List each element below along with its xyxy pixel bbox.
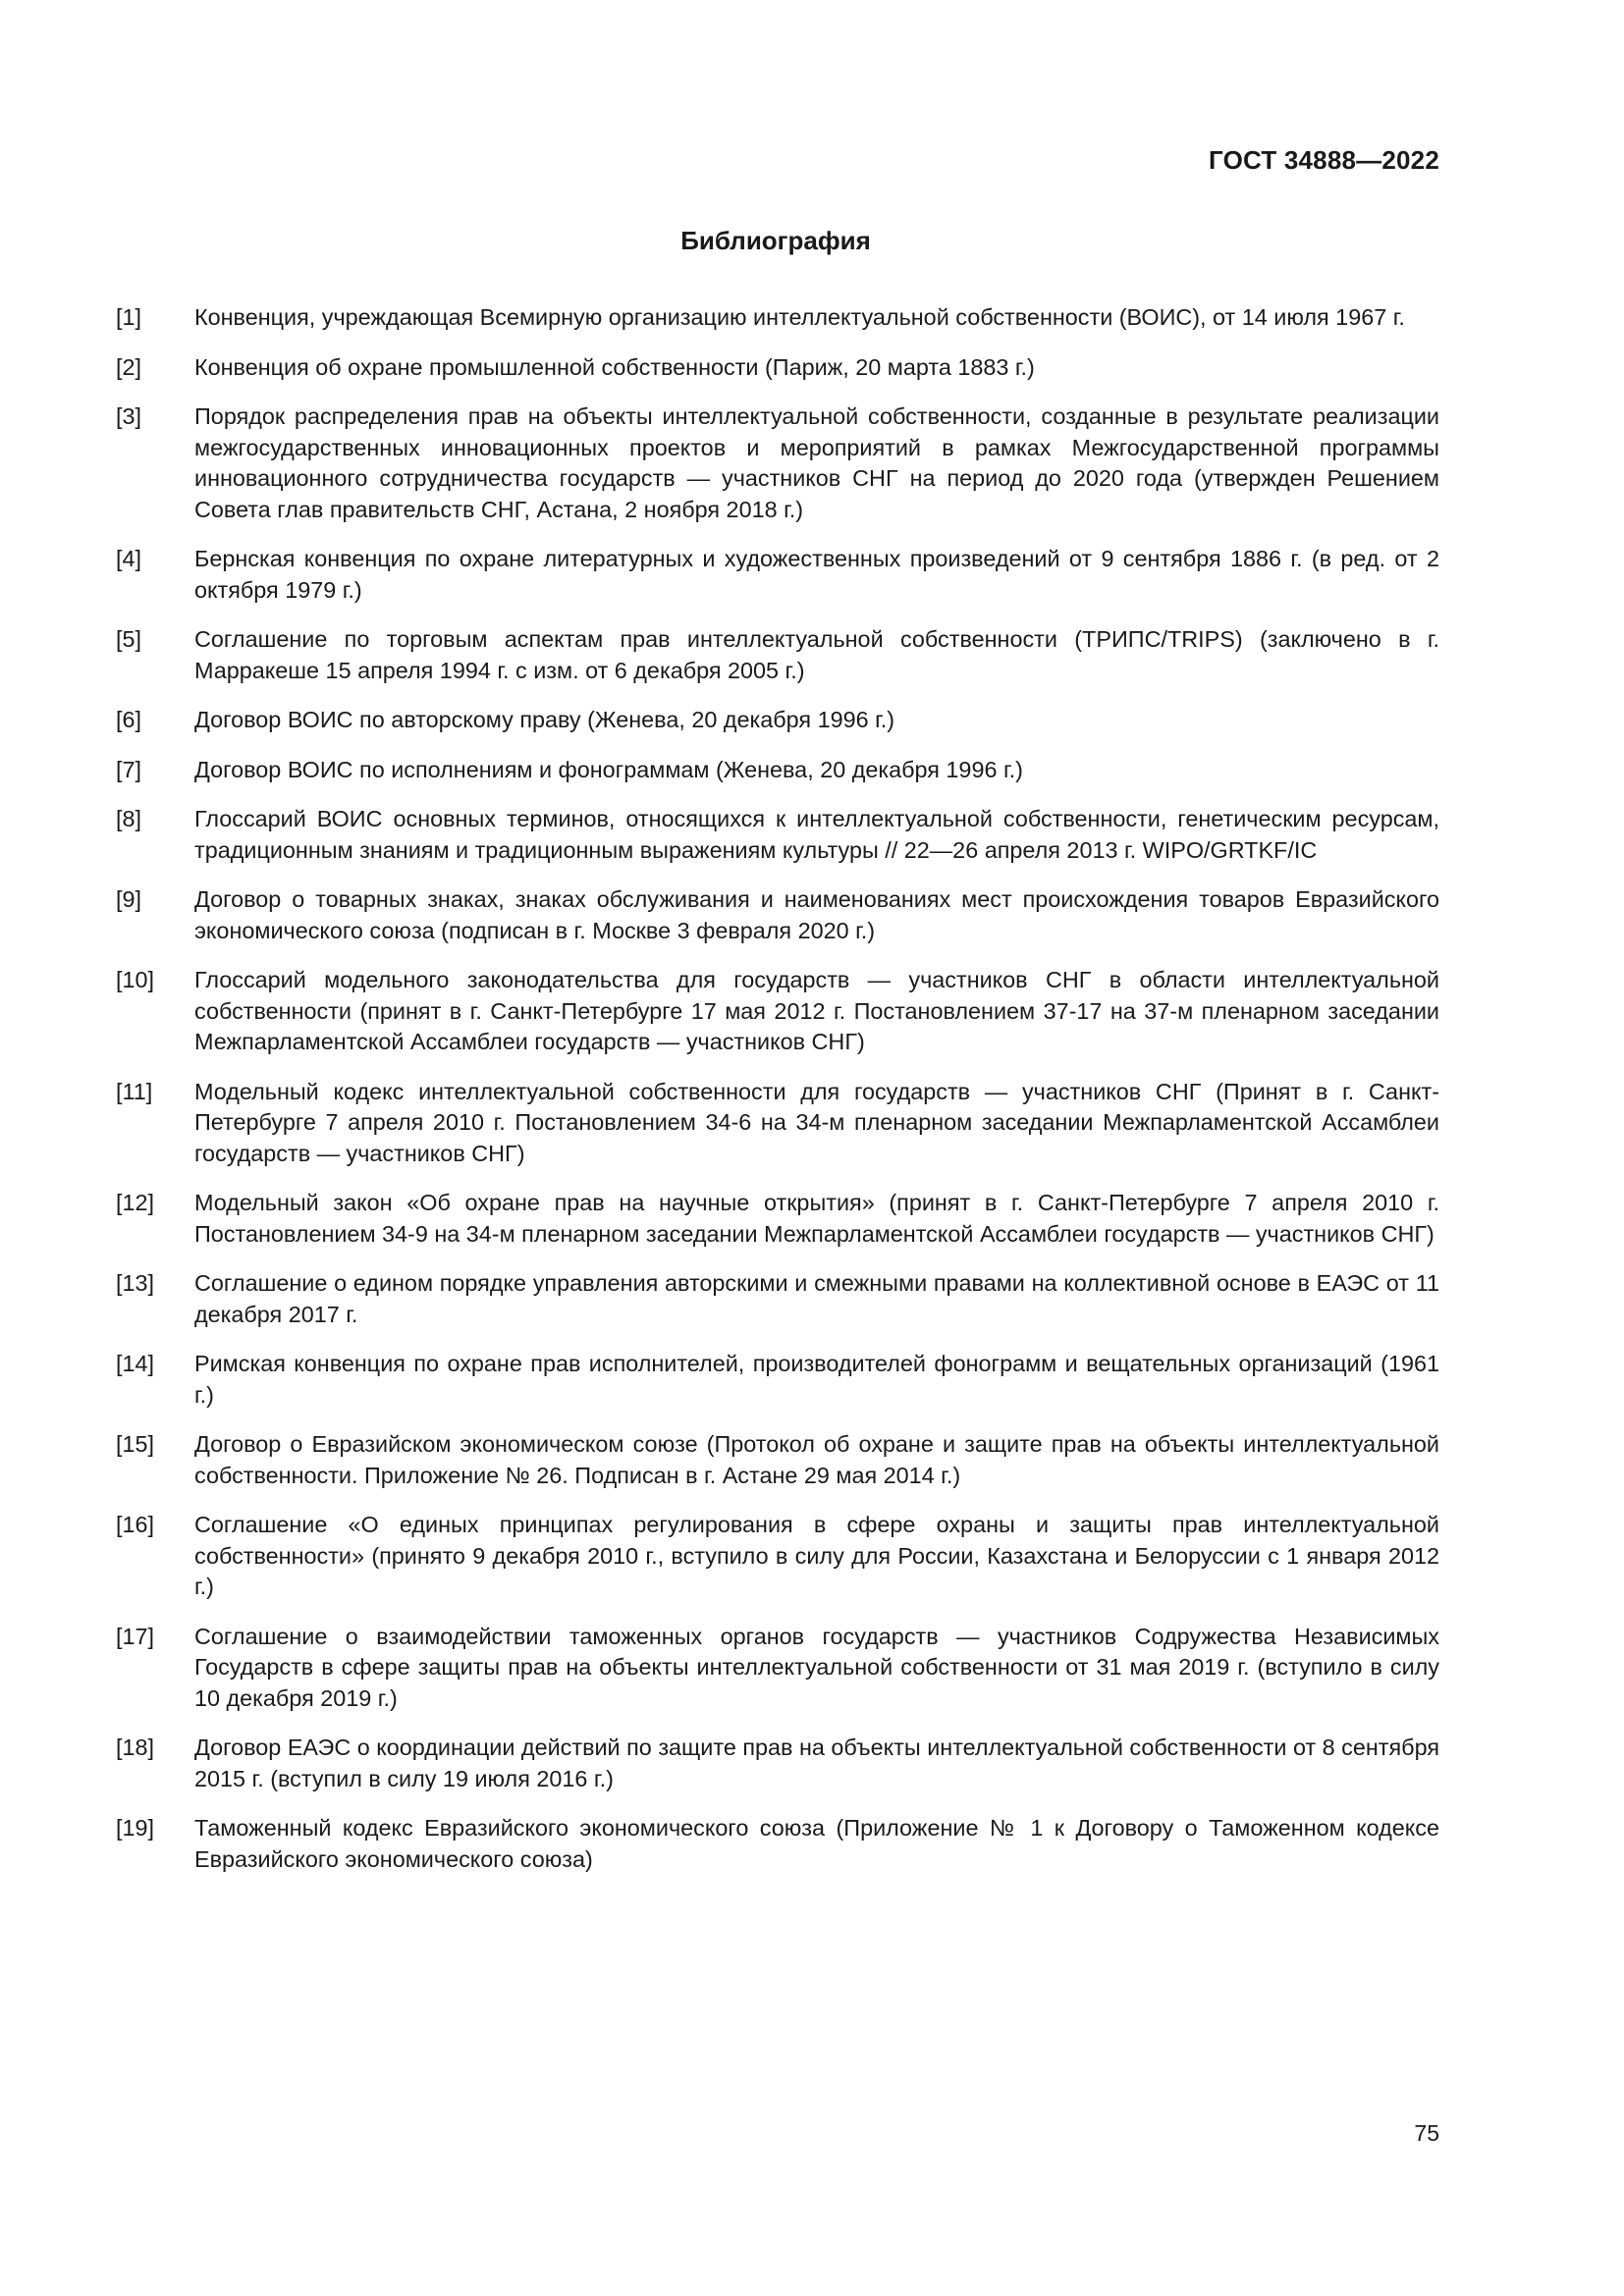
entry-text: Конвенция об охране промышленной собственности (Париж, 20 марта 1883 г.) [194,353,1035,380]
bibliography-entry [116,1349,1439,1411]
entry-number: [11] [116,1078,153,1104]
bibliography-entry [116,755,1439,786]
entry-text: Соглашение о взаимодействии таможенных органов государств — участников Содружества Независимых Государств в сфере защиты прав на объекты интеллектуальной собственности от 31 мая 2019 г. (вступило в силу 10 декабря 2019 г.) [194,1623,1439,1711]
entry-number: [5] [116,626,142,652]
page-number: 75 [1414,2120,1439,2146]
entry-text: Соглашение по торговым аспектам прав интеллектуальной собственности (ТРИПС/TRIPS) (заключено в г. Марракеше 15 апреля 1994 г. с изм. от 6 декабря 2005 г.) [194,626,1439,683]
entry-number: [8] [116,806,142,831]
bibliography-entry [116,1188,1439,1250]
bibliography-entry [116,352,1439,384]
entry-number: [7] [116,756,142,782]
bibliography-entry [116,1077,1439,1170]
entry-text: Модельный кодекс интеллектуальной собственности для государств — участников СНГ (Принят в г. Санкт-Петербурге 7 апреля 2010 г. Постановлением 34-6 на 34-м пленарном заседании Межпарламентской Ассамблеи государств — участников СНГ) [194,1078,1439,1166]
bibliography-entry [116,965,1439,1058]
bibliography-entry [116,302,1439,334]
entry-number: [16] [116,1512,155,1537]
entry-text: Договор ВОИС по исполнениям и фонограммам (Женева, 20 декабря 1996 г.) [194,756,1023,782]
bibliography-entry [116,705,1439,736]
bibliography-entry [116,401,1439,525]
entry-text: Договор ЕАЭС о координации действий по защите прав на объекты интеллектуальной собственности от 8 сентября 2015 г. (вступил в силу 19 июля 2016 г.) [194,1735,1439,1791]
entry-number: [17] [116,1623,155,1649]
entry-number: [3] [116,403,142,429]
bibliography-entry [116,804,1439,866]
bibliography-entry [116,884,1439,946]
entry-text: Договор о товарных знаках, знаках обслуживания и наименованиях мест происхождения товаров Евразийского экономического союза (подписан в г. Москве 3 февраля 2020 г.) [194,886,1439,943]
entry-number: [2] [116,353,142,380]
entry-text: Договор ВОИС по авторскому праву (Женева, 20 декабря 1996 г.) [194,707,895,732]
entry-text: Порядок распределения прав на объекты интеллектуальной собственности, созданные в результате реализации межгосударственных инновационных проектов и мероприятий в рамках Межгосударственной программы инновационного сотрудничества государств — участников СНГ на период до 2020 года (утвержден Решением Совета глав правительств СНГ, Астана, 2 ноября 2018 г.) [194,403,1439,522]
entry-number: [1] [116,304,142,330]
bibliography-entry [116,1510,1439,1603]
bibliography-entry [116,1813,1439,1875]
entry-number: [12] [116,1190,155,1215]
bibliography-entry [116,1622,1439,1715]
entry-text: Соглашение о едином порядке управления авторскими и смежными правами на коллективной основе в ЕАЭС от 11 декабря 2017 г. [194,1270,1439,1327]
entry-text: Модельный закон «Об охране прав на научные открытия» (принят в г. Санкт-Петербурге 7 апреля 2010 г. Постановлением 34-9 на 34-м пленарном заседании Межпарламентской Ассамблеи государств — участников СНГ) [194,1190,1439,1247]
entry-text: Таможенный кодекс Евразийского экономического союза (Приложение № 1 к Договору о Таможенном кодексе Евразийского экономического союза) [194,1815,1439,1872]
entry-number: [4] [116,546,142,571]
entry-text: Глоссарий ВОИС основных терминов, относящихся к интеллектуальной собственности, генетическим ресурсам, традиционным знаниям и традиционным выражениям культуры // 22—26 апреля 2013 г. WIPO/GRTKF/IC [194,806,1439,863]
bibliography-entry [116,1268,1439,1330]
entry-text: Договор о Евразийском экономическом союзе (Протокол об охране и защите прав на объекты интеллектуальной собственности. Приложение № 26. Подписан в г. Астане 29 мая 2014 г.) [194,1431,1439,1488]
entry-number: [9] [116,886,142,912]
entry-text: Глоссарий модельного законодательства для государств — участников СНГ в области интеллектуальной собственности (принят в г. Санкт-Петербурге 17 мая 2012 г. Постановлением 37-17 на 37-м пленарном заседании Межпарламентской Ассамблеи государств — участников СНГ) [194,967,1439,1054]
entry-text: Римская конвенция по охране прав исполнителей, производителей фонограмм и вещательных организаций (1961 г.) [194,1351,1439,1408]
entry-number: [13] [116,1270,155,1296]
bibliography-title: Библиография [680,226,871,255]
document-id: ГОСТ 34888—2022 [1209,145,1439,175]
entry-number: [18] [116,1735,155,1760]
entry-number: [14] [116,1351,155,1376]
entry-text: Конвенция, учреждающая Всемирную организацию интеллектуальной собственности (ВОИС), от 14 июля 1967 г. [194,304,1405,330]
bibliography-list [116,302,1439,1894]
bibliography-entry [116,1429,1439,1491]
entry-number: [19] [116,1815,155,1841]
entry-text: Соглашение «О единых принципах регулирования в сфере охраны и защиты прав интеллектуальной собственности» (принято 9 декабря 2010 г., вступило в силу для России, Казахстана и Белоруссии с 1 января 2012 г.) [194,1512,1439,1599]
bibliography-entry [116,624,1439,686]
entry-number: [15] [116,1431,155,1457]
bibliography-entry [116,544,1439,606]
entry-number: [10] [116,967,155,992]
entry-number: [6] [116,707,142,732]
entry-text: Бернская конвенция по охране литературных и художественных произведений от 9 сентября 1886 г. (в ред. от 2 октября 1979 г.) [194,546,1439,603]
bibliography-entry [116,1733,1439,1794]
